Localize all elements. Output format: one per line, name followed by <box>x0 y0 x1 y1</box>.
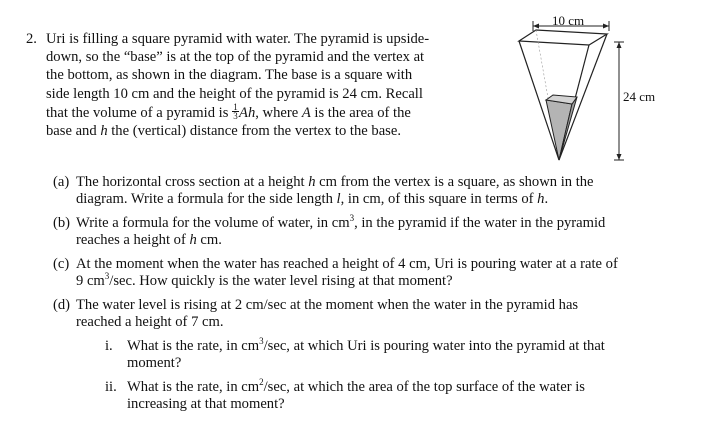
part-d-i-line-2: moment? <box>127 355 182 371</box>
part-d-ii-label: ii. <box>105 379 117 395</box>
part-b <box>53 215 683 249</box>
part-a-label: (a) <box>53 174 70 190</box>
problem-number: 2. <box>26 31 37 47</box>
part-d-line-1: The water level is rising at 2 cm/sec at the moment when the water in the pyramid has <box>76 297 579 313</box>
problem-line-5 <box>46 103 466 122</box>
part-a-line-1 <box>76 174 683 191</box>
pyramid-diagram <box>505 8 695 168</box>
part-d-i-label: i. <box>105 338 113 354</box>
water-front-face <box>546 100 572 160</box>
problem-line-3: the bottom, as shown in the diagram. The base is a square with <box>46 67 413 84</box>
where-text: , where <box>255 104 302 121</box>
part-a-text-3: diagram. Write a formula for the side length <box>76 191 337 207</box>
part-c-text-2: /sec. How quickly is the water level rising at that moment? <box>109 273 453 289</box>
problem-line-6 <box>46 122 466 140</box>
part-b-text-4: cm. <box>196 232 222 248</box>
part-b-line-1 <box>76 215 683 232</box>
distance-text: the (vertical) distance from the vertex to the base. <box>107 123 401 140</box>
part-c-text-1: 9 cm <box>76 273 105 289</box>
fraction-denominator: 3 <box>233 110 238 121</box>
part-a-text-2: cm from the vertex is a square, as shown in the <box>315 174 594 190</box>
formula-ah: Ah <box>239 104 256 121</box>
sub-questions <box>53 174 683 420</box>
area-text: is the area of the <box>310 104 411 121</box>
water-region <box>546 95 577 160</box>
part-d-i <box>105 338 683 372</box>
part-b-line-2 <box>76 232 683 249</box>
part-a <box>53 174 683 208</box>
part-d-i-text-2: /sec, at which Uri is pouring water into the pyramid at that <box>263 338 605 354</box>
problem-line-2: down, so the “base” is at the top of the pyramid and the vertex at <box>46 49 425 66</box>
problem-text <box>46 30 466 140</box>
base-and-text: base and <box>46 123 101 140</box>
pyramid-base-square <box>519 30 607 45</box>
one-third-fraction <box>232 103 239 120</box>
part-d-label: (d) <box>53 297 71 313</box>
fraction-numerator: 1 <box>233 101 238 112</box>
part-c-label: (c) <box>53 256 70 272</box>
part-a-var-h2: h <box>537 191 545 207</box>
part-c <box>53 256 683 290</box>
part-d-ii-text-2: /sec, at which the area of the top surface of the water is <box>263 379 585 395</box>
volume-formula-intro: that the volume of a pyramid is <box>46 104 233 121</box>
height-dimension-label: 24 cm <box>623 89 656 104</box>
part-d-line-2: reached a height of 7 cm. <box>76 314 224 330</box>
part-d-ii-line-2: increasing at that moment? <box>127 396 285 412</box>
part-d-ii-text-1: What is the rate, in cm <box>127 379 260 395</box>
problem-line-1: Uri is filling a square pyramid with water. The pyramid is upside- <box>46 31 430 47</box>
part-d-ii-exponent: 2 <box>259 377 264 387</box>
part-a-line-2 <box>76 191 683 208</box>
problem-line-4: side length 10 cm and the height of the pyramid is 24 cm. Recall <box>46 85 423 102</box>
top-dimension-label: 10 cm <box>552 13 585 28</box>
part-b-text-2: , in the pyramid if the water in the pyramid <box>354 215 606 231</box>
part-d-ii-line-1 <box>127 379 683 396</box>
part-b-text-3: reaches a height of <box>76 232 190 248</box>
part-a-text-4: , in cm, of this square in terms of <box>340 191 538 207</box>
part-b-exponent: 3 <box>349 213 355 223</box>
part-d <box>53 297 683 331</box>
variable-h: h <box>100 123 108 140</box>
part-b-var-h: h <box>189 232 197 248</box>
part-a-period: . <box>544 191 549 207</box>
variable-a: A <box>301 104 311 121</box>
part-d-i-text-1: What is the rate, in cm <box>127 338 260 354</box>
problem-statement <box>26 30 466 140</box>
part-b-label: (b) <box>53 215 71 231</box>
part-c-line-1: At the moment when the water has reached a height of 4 cm, Uri is pouring water at a rate of <box>76 256 618 272</box>
part-c-line-2 <box>76 273 683 290</box>
part-d-i-line-1 <box>127 338 683 355</box>
part-d-ii <box>105 379 683 413</box>
part-a-text-1: The horizontal cross section at a height <box>76 174 309 190</box>
part-b-text-1: Write a formula for the volume of water, in cm <box>76 215 350 231</box>
part-a-var-l: l <box>336 191 341 207</box>
part-d-i-exponent: 3 <box>259 336 264 346</box>
part-a-var-h: h <box>308 174 316 190</box>
part-c-exponent: 3 <box>104 271 110 281</box>
